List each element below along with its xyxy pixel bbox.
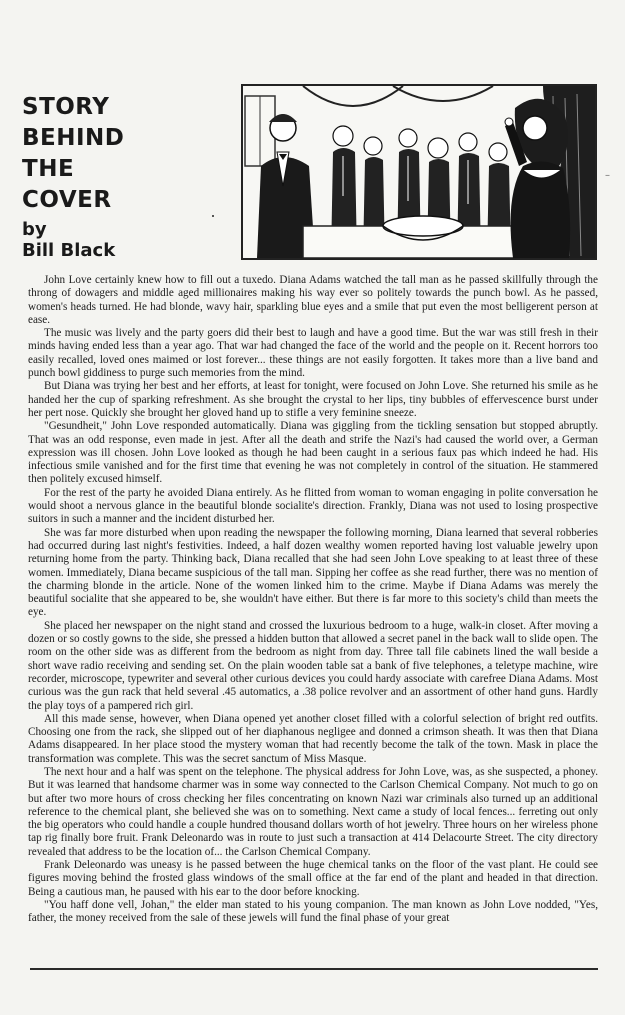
paragraph: "You haff done vell, Johan," the elder man stated to his young companion. The man known as John Love nodded, "Yes, father, the money received from the sale of these jewels will fund the final phase of your great (28, 898, 598, 925)
paragraph: For the rest of the party he avoided Diana entirely. As he flitted from woman to woman engaging in polite conversation he would shoot a nervous glance in the beautiful blonde socialite's direction. Frankly, Diana was not used to losing prospective suitors in such a manner and the incident disturbed her. (28, 486, 598, 526)
paragraph: All this made sense, however, when Diana opened yet another closet filled with a colorful selection of bright red outfits. Choosing one from the rack, she slipped out of her diaphanous negligee and donned a crimson sheath. It was then that Diana Adams disappeared. In her place stood the mystery woman that had recently become the talk of the town. Mask in place the transformation was complete. This was the secret sanctum of Miss Masque. (28, 712, 598, 765)
paragraph: She was far more disturbed when upon reading the newspaper the following morning, Diana learned that several robberies had occurred during last night's festivities. Indeed, a half dozen wealthy women reported having lost valuable jewelry upon returning home from the party. Thinking back, Diana recalled that she had seen John Love speaking to at least three of these women. Immediately, Diana became suspicious of the tall man. Sipping her coffee as she read further, there was no mention of the charming blonde in the article. None of the women linked him to the crime. Maybe if Diana Adams was merely the beautiful socialite that she appeared to be, she wouldn't have either. But there is far more to this society's child than meets the eye. (28, 526, 598, 619)
article-body (28, 274, 598, 926)
title-line-1: STORY (22, 94, 110, 120)
paragraph: "Gesundheit," John Love responded automatically. Diana was giggling from the tickling sensation but stopped abruptly. That was an odd response, even made in jest. After all the death and strife the Nazi's had caused the world over, a German expression was ill chosen. John Love looked as though he had been caught in a serious faux pas which indeed he had. His infectious smile vanished and for the first time that evening he was not completely in control of the situation. He stammered then politely excused himself. (28, 420, 598, 486)
paragraph: Frank Deleonardo was uneasy is he passed between the huge chemical tanks on the floor of the vast plant. He could see figures moving behind the frosted glass windows of the small office at the far end of the plant and headed in that direction. Being a cautious man, he paused with his ear to the door before knocking. (28, 859, 598, 898)
title-line-4: COVER (22, 187, 112, 213)
paragraph: John Love certainly knew how to fill out a tuxedo. Diana Adams watched the tall man as he passed skillfully through the throng of dowagers and middle aged millionaires making his way ever so politely towards the punch bowl. As he passed, women's heads turned. He had blonde, wavy hair, sparkling blue eyes and a smile that put even the most belligerent person at ease. (28, 274, 598, 326)
paragraph: The next hour and a half was spent on the telephone. The physical address for John Love, was, as she suspected, a phoney. But it was learned that handsome charmer was in some way connected to the Carlson Chemical Company. Not much to go on but after two more hours of cross checking her files concentrating on known Nazi war criminals also turned up an additional reference to the chemical plant, she believed she was on to something. Next came a study of local fences... ferreting out only the big operators who could handle a couple hundred thousand dollars worth of hot jewelry. Three hours on her wireless phone tap rig finally bore fruit. Frank Deleonardo was in route to just such a transaction at 414 Delacourte Street. The city directory revealed that address to be the location of... the Carlson Chemical Company. (28, 765, 598, 858)
byline-by: by (22, 219, 47, 240)
article-heading (22, 92, 222, 262)
margin-mark: – (605, 170, 610, 181)
title-line-2: BEHIND (22, 125, 125, 151)
paragraph: The music was lively and the party goers did their best to laugh and have a good time. But the war was still fresh in their minds having ended less than a year ago. That war had changed the face of the world and the people on it. Recent horrors too easily recalled, loved ones maimed or lost forever... these things are not easily forgotten. It takes more than a live band and punch bowl giddiness to purge such memories from the mind. (28, 327, 598, 380)
paragraph: But Diana was trying her best and her efforts, at least for tonight, were focused on John Love. She returned his smile as he handed her the cup of sparking refreshment. As she brought the crystal to her lips, tiny bubbles of effervescence burst under her pert nose. Quickly she brought her gloved hand up to stifle a very feminine sneeze. (28, 380, 598, 419)
byline-author: Bill Black (22, 240, 116, 261)
stray-mark (212, 215, 214, 217)
paragraph: She placed her newspaper on the night stand and crossed the luxurious bedroom to a huge, walk-in closet. After moving a dozen or so costly gowns to the side, she pressed a hidden button that allowed a secret panel in the back wall to slide open. The room on the other side was as different from the bedroom as night from day. Three tall file cabinets lined the wall beside a short wave radio receiving and sending set. On the plain wooden table sat a bank of five telephones, a teletype machine, wire recorder, microscope, typewriter and several other curious devices you could hardy associate with carefree Diana Adams. Most curious was the gun rack that held several .45 automatics, a .38 police revolver and an assortment of other hand guns. Hardly the play toys of a pampered rich girl. (28, 619, 598, 712)
title-line-3: THE (22, 156, 75, 182)
party-scene-icon (243, 86, 595, 258)
cover-illustration (241, 84, 597, 260)
bottom-rule (30, 968, 598, 970)
